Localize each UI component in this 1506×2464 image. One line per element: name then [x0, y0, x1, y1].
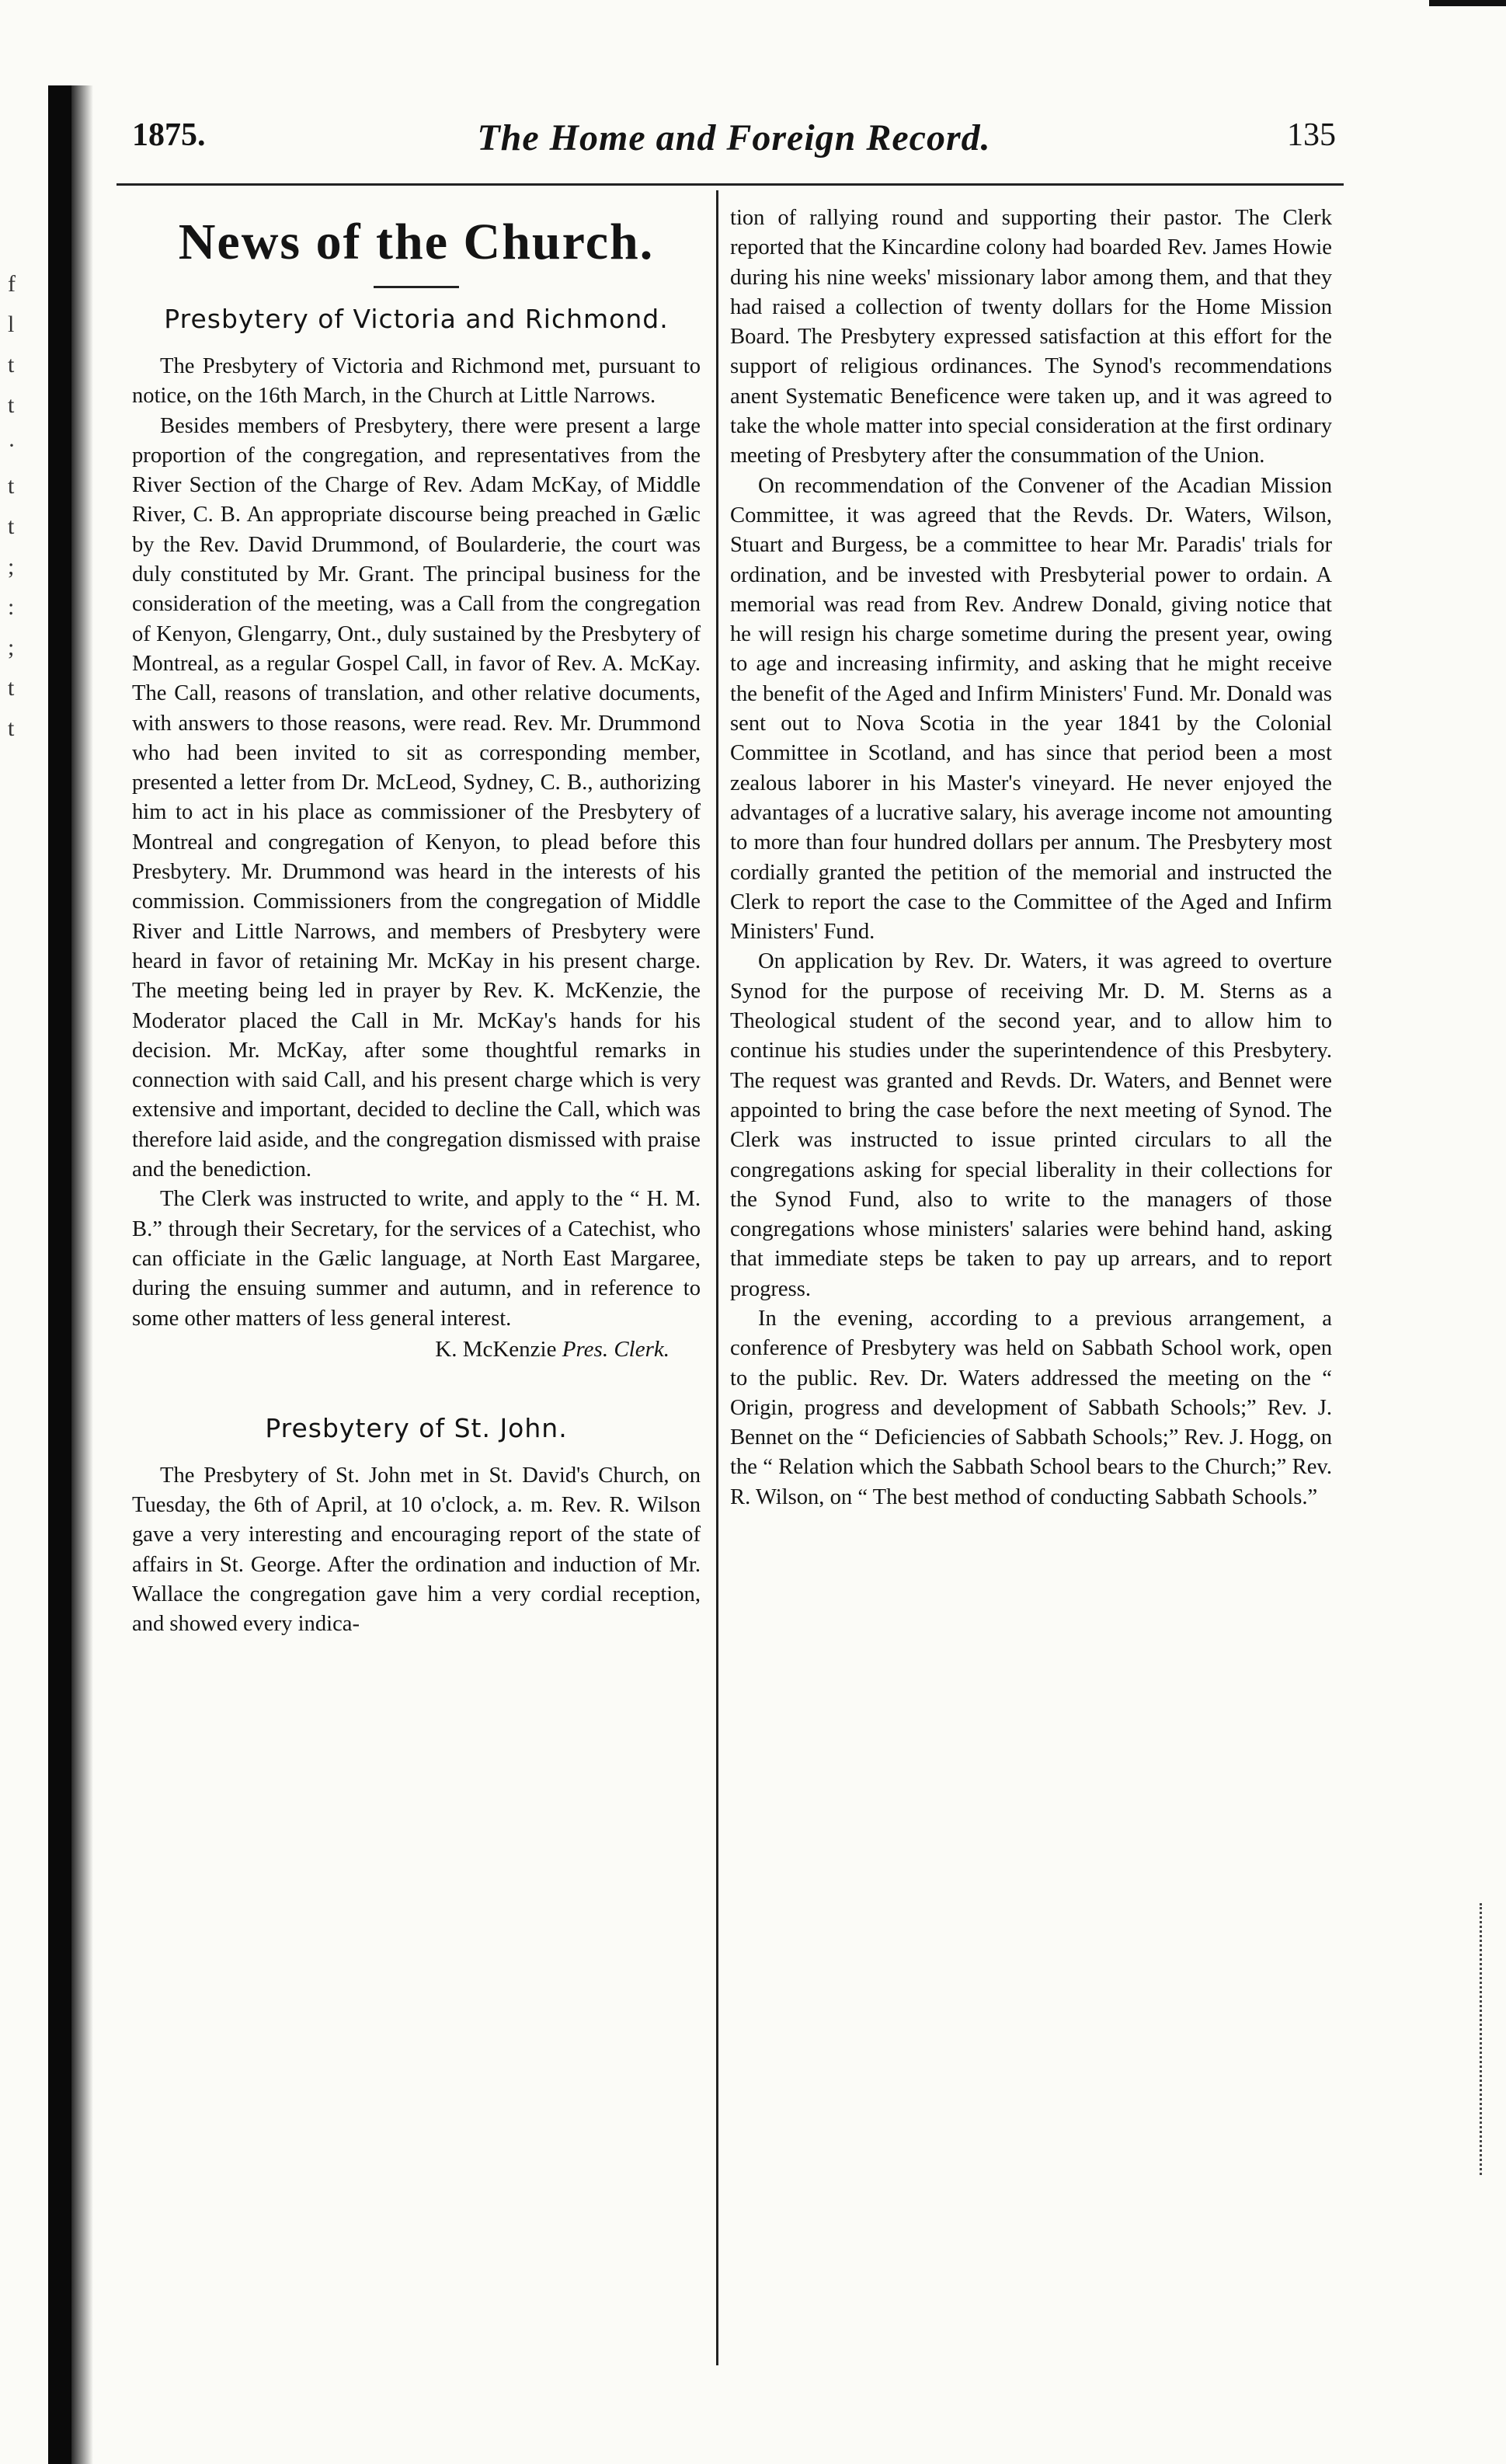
header-year: 1875.	[132, 117, 206, 153]
right-margin-marks	[1480, 1903, 1491, 2175]
spine-gradient	[71, 85, 93, 2464]
victoria-heading: Presbytery of Victoria and Richmond.	[164, 304, 669, 334]
victoria-signature	[132, 1334, 701, 1365]
victoria-paragraph: The Presbytery of Victoria and Richmond met, pursuant to notice, on the 16th March, in the Church at Little Narrows.	[132, 354, 701, 409]
running-header	[132, 117, 1336, 171]
section-masthead: News of the Church.	[178, 214, 655, 270]
margin-scan-marks: f l t t · t t ; : ; t t	[8, 271, 16, 741]
right-column	[730, 204, 1332, 1512]
st-john-paragraph: tion of rallying round and supporting their pastor. The Clerk reported that the Kincardine colony had boarded Rev. James Howie during his nine weeks' missionary labor among them, and that they had raised a collection of twenty dollars for the Home Mission Board. The Presbytery expressed satisfaction at this effort for the support of religious ordinances. The Synod's recommendations anent Systematic Beneficence were taken up, and it was agreed to take the whole matter into special consideration at the first ordinary meeting of Presbytery after the consummation of the Union.	[730, 206, 1332, 468]
header-page-number: 135	[1287, 117, 1336, 153]
st-john-paragraph: On recommendation of the Convener of the Acadian Mission Committee, it was agreed that the Revds. Dr. Waters, Wilson, Stuart and Burgess, be a committee to hear Mr. Paradis' trials for ordination, and be invested with Presbyterial power to ordain. A memorial was read from Rev. Andrew Donald, giving notice that he will resign his charge sometime during the present year, owing to age and increasing infirmity, and asking that he might receive the benefit of the Aged and Infirm Ministers' Fund. Mr. Donald was sent out to Nova Scotia in the year 1841 by the Colonial Committee in Scotland, and has since that period been a most zealous laborer in his Master's vineyard. He never enjoyed the advantages of a lucrative salary, his average income not amounting to more than four hundred dollars per annum. The Presbytery most cordially granted the petition of the memorial and instructed the Clerk to report the case to the Committee of the Aged and Infirm Ministers' Fund.	[730, 473, 1332, 945]
masthead-rule	[374, 286, 459, 288]
header-title: The Home and Foreign Record.	[477, 117, 991, 158]
st-john-paragraph: On application by Rev. Dr. Waters, it was agreed to overture Synod for the purpose of receiving Mr. D. M. Sterns as a Theological student of the second year, and to allow him to continue his studies under the superintendence of this Presbytery. The request was granted and Revds. Dr. Waters, and Bennet were appointed to bring the case before the next meeting of Synod. The Clerk was instructed to issue printed circulars to all the congregations asking for special liberality in their collections for the Synod Fund, also to write to the managers of those congregations whose ministers' salaries were behind hand, asking that immediate steps be taken to pay up arrears, and to report progress.	[730, 949, 1332, 1301]
st-john-paragraph: In the evening, according to a previous arrangement, a conference of Presbytery was held on Sabbath School work, open to the public. Rev. Dr. Waters addressed the meeting on the “ Origin, progress and development of Sabbath Schools;” Rev. J. Bennet on the “ Deficiencies of Sabbath Schools;” Rev. J. Hogg, on the “ Relation which the Sabbath School bears to the Church;” Rev. R. Wilson, on “ The best method of conducting Sabbath Schools.”	[730, 1306, 1332, 1509]
st-john-heading: Presbytery of St. John.	[265, 1412, 568, 1443]
victoria-paragraph: Besides members of Presbytery, there were present a large proportion of the congregation, and representatives from the River Section of the Charge of Rev. Adam McKay, of Middle River, C. B. An appropriate discourse being preached in Gælic by the Rev. David Drummond, of Boularderie, the court was duly constituted by Mr. Grant. The principal business for the consideration of the meeting, was a Call from the congregation of Kenyon, Glengarry, Ont., duly sustained by the Presbytery of Montreal, as a regular Gospel Call, in favor of Rev. A. McKay. The Call, reasons of translation, and other relative documents, with answers to those reasons, were read. Rev. Mr. Drummond who had been invited to sit as corresponding member, presented a letter from Dr. McLeod, Sydney, C. B., authorizing him to act in his place as commissioner of the Presbytery of Montreal and congregation of Kenyon, to plead before this Presbytery. Mr. Drummond was heard in the interests of his commission. Commissioners from the congregation of Middle River and Little Narrows, and members of Presbytery were heard in favor of retaining Mr. McKay in his present charge. The meeting being led in prayer by Rev. K. McKenzie, the Moderator placed the Call in Mr. McKay's hands for his decision. Mr. McKay, after some thoughtful remarks in connection with said Call, and his present charge which is very extensive and important, decided to decline the Call, which was therefore laid aside, and the congregation dismissed with praise and the benediction.	[132, 413, 701, 1182]
victoria-paragraph: The Clerk was instructed to write, and apply to the “ H. M. B.” through their Secretary, for the services of a Catechist, who can officiate in the Gælic language, at North East Margaree, during the ensuing summer and autumn, and in reference to some other matters of less general interest.	[132, 1187, 701, 1331]
scan-edge-mark	[1429, 0, 1506, 6]
st-john-paragraph: The Presbytery of St. John met in St. David's Church, on Tuesday, the 6th of April, at 10 o'clock, a. m. Rev. R. Wilson gave a very interesting and encouraging report of the state of affairs in St. George. After the ordination and induction of Mr. Wallace the congregation gave him a very cordial reception, and showed every indica-	[132, 1463, 701, 1637]
column-divider	[716, 190, 718, 2365]
signature-name: K. McKenzie	[435, 1336, 557, 1362]
header-rule	[117, 183, 1344, 186]
left-column	[132, 204, 701, 1640]
signature-title: Pres. Clerk.	[562, 1336, 670, 1362]
